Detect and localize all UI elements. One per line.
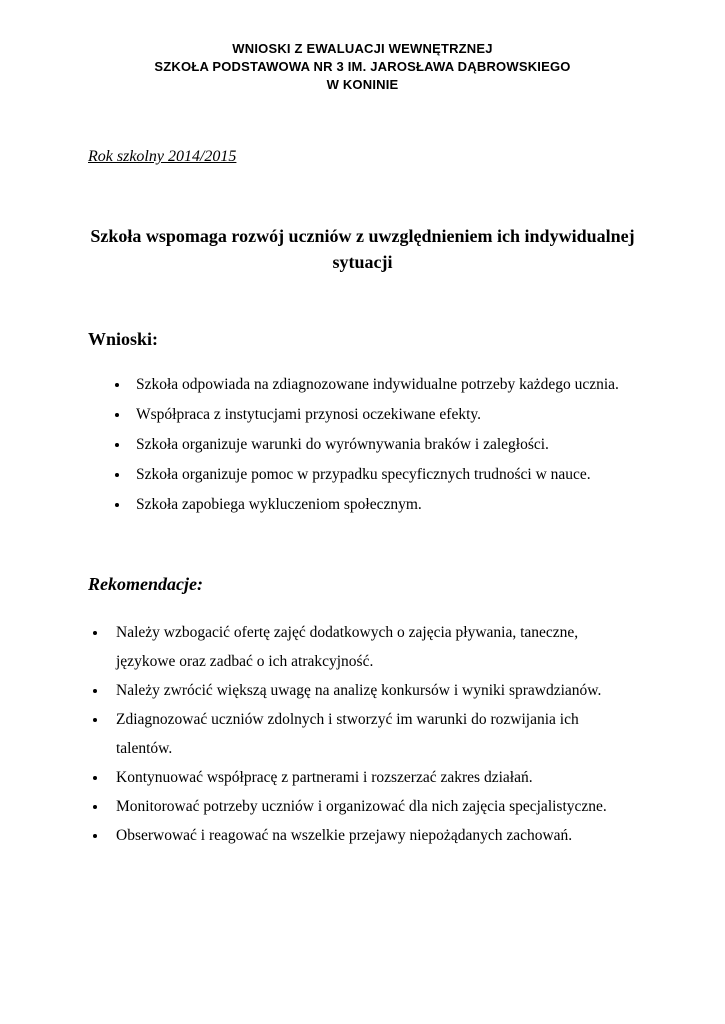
conclusions-heading: Wnioski:: [88, 329, 159, 349]
recommendations-heading: Rekomendacje:: [88, 574, 203, 594]
list-item: • Szkoła organizuje warunki do wyrównywania braków i zaległości.: [130, 430, 637, 460]
school-year-label: Rok szkolny 2014/2015: [88, 148, 237, 165]
list-item: • Szkoła zapobiega wykluczeniom społecznym.: [130, 490, 637, 520]
header-line-evaluation: WNIOSKI Z EWALUACJI WEWNĘTRZNEJ: [232, 41, 493, 56]
list-item: • Zdiagnozować uczniów zdolnych i stworzyć im warunki do rozwijania ich talentów.: [108, 705, 637, 763]
header-line-city: W KONINIE: [326, 77, 399, 92]
conclusions-list: [88, 370, 637, 520]
list-item: • Należy wzbogacić ofertę zajęć dodatkowych o zajęcia pływania, taneczne, językowe oraz zadbać o ich atrakcyjność.: [108, 618, 637, 676]
list-item: • Współpraca z instytucjami przynosi oczekiwane efekty.: [130, 400, 637, 430]
document-title: Szkoła wspomaga rozwój uczniów z uwzględnieniem ich indywidualnej sytuacji: [90, 226, 635, 272]
list-item: • Szkoła odpowiada na zdiagnozowane indywidualne potrzeby każdego ucznia.: [130, 370, 637, 400]
recommendations-list: [88, 618, 637, 850]
list-item: • Należy zwrócić większą uwagę na analizę konkursów i wyniki sprawdzianów.: [108, 676, 637, 705]
header-line-school-name: SZKOŁA PODSTAWOWA NR 3 IM. JAROSŁAWA DĄBROWSKIEGO: [154, 59, 571, 74]
list-item: • Monitorować potrzeby uczniów i organizować dla nich zajęcia specjalistyczne.: [108, 792, 637, 821]
list-item: • Szkoła organizuje pomoc w przypadku specyficznych trudności w nauce.: [130, 460, 637, 490]
list-item: • Kontynuować współpracę z partnerami i rozszerzać zakres działań.: [108, 763, 637, 792]
list-item: • Obserwować i reagować na wszelkie przejawy niepożądanych zachowań.: [108, 821, 637, 850]
document-header: [88, 40, 637, 94]
